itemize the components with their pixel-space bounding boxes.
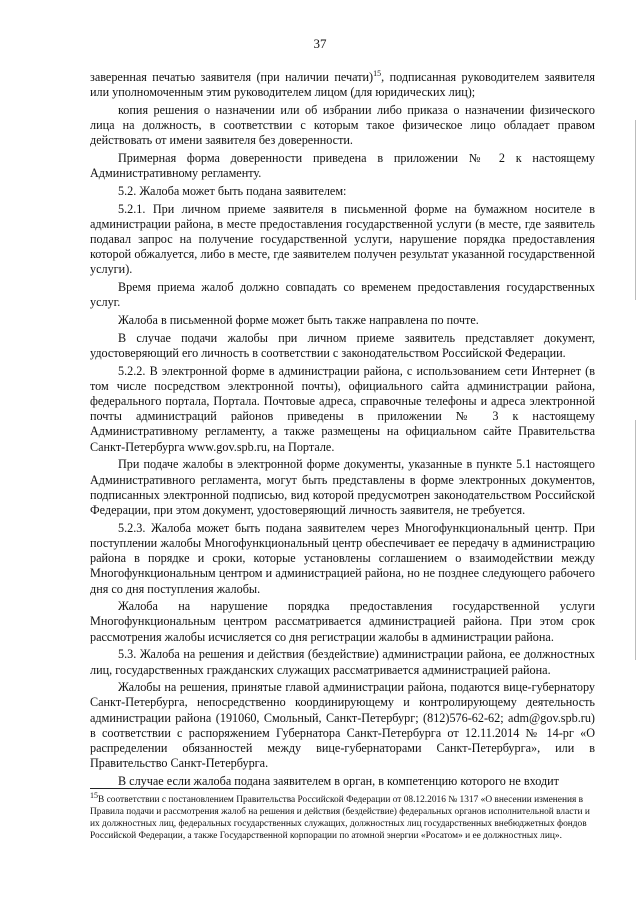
scan-edge-line: [635, 420, 636, 660]
paragraph: Жалоба на нарушение порядка предоставления государственной услуги Многофункциональным центром рассматривается администрацией района. При этом срок рассмотрения жалобы исчисляется со дня регистрации жалобы в администрации района.: [90, 599, 595, 644]
paragraph: 5.2.3. Жалоба может быть подана заявителем через Многофункциональный центр. При поступлении жалобы Многофункциональный центр обеспечивает ее передачу в администрацию района в порядке и сроки, которые установлены соглашением о взаимодействии между Многофункциональным центром и администрацией района, но не позднее следующего рабочего дня со дня поступления жалобы.: [90, 520, 595, 596]
paragraph: В случае если жалоба подана заявителем в орган, в компетенцию которого не входит: [118, 773, 559, 788]
paragraph: При подаче жалобы в электронной форме документы, указанные в пункте 5.1 настоящего Административного регламента, могут быть представлены в форме электронных документов, подписанных электронной подписью, вид которой предусмотрен законодательством Российской Федерации, при этом документ, удостоверяющий личность заявителя, не требуется.: [90, 457, 595, 517]
footnote-divider: [90, 788, 250, 789]
paragraph: Жалоба в письменной форме может быть также направлена по почте.: [118, 313, 479, 328]
paragraph: копия решения о назначении или об избрании либо приказа о назначении физического лица на должность, в соответствии с которым такое физическое лицо обладает правом действовать от имени заявителя без доверенности.: [90, 102, 595, 148]
body-text: [90, 70, 595, 792]
paragraph: [90, 70, 595, 100]
paragraph: 5.2. Жалоба может быть подана заявителем:: [118, 183, 347, 198]
paragraph: 5.3. Жалоба на решения и действия (бездействие) администрации района, ее должностных лиц, государственных гражданских служащих рассматривается администрацией района.: [90, 647, 595, 677]
paragraph: 5.2.1. При личном приеме заявителя в письменной форме на бумажном носителе в администрации района, в месте предоставления государственной услуги (в месте, где заявитель подавал запрос на получение государственной услуги, нарушение порядка предоставления которой обжалуется, либо в месте, где заявителем получен результат указанной государственной услуги).: [90, 201, 595, 277]
scan-edge-line: [635, 120, 636, 300]
footnote-mark: 15: [90, 790, 98, 800]
paragraph: В случае подачи жалобы при личном приеме заявитель представляет документ, удостоверяющий его личность в соответствии с законодательством Российской Федерации.: [90, 330, 595, 360]
paragraph-text-continued: , подписанная руководителем заявителя или уполномоченным этим руководителем лицом (для юридических лиц);: [90, 70, 595, 100]
paragraph: Жалобы на решения, принятые главой администрации района, подаются вице-губернатору Санкт-Петербурга, непосредственно координирующему и контролирующему деятельность администрации района (191060, Смольный, Санкт-Петербург; (812)576-62-62; adm@gov.spb.ru) в соответствии с распоряжением Губернатора Санкт-Петербурга от 12.11.2014 № 14-рг «О распределении обязанностей между вице-губернаторами Санкт-Петербурга», или в Правительство Санкт-Петербурга.: [90, 680, 595, 771]
footnote: [90, 790, 595, 842]
footnote-text: [90, 790, 595, 842]
paragraph: Примерная форма доверенности приведена в приложении № 2 к настоящему Административному регламенту.: [90, 151, 595, 181]
page-number: 37: [313, 36, 327, 51]
paragraph: 5.2.2. В электронной форме в администрации района, с использованием сети Интернет (в том числе посредством электронной почты), официального сайта администрации района, федерального портала, Портала. Почтовые адреса, справочные телефоны и адреса электронной почты администраций районов приведены в приложении № 3 к настоящему Административному регламенту, а также размещены на официальном сайте Правительства Санкт-Петербурга www.gov.spb.ru, на Портале.: [90, 363, 595, 454]
paragraph: Время приема жалоб должно совпадать со временем предоставления государственных услуг.: [90, 280, 595, 310]
footnote-body: В соответствии с постановлением Правительства Российской Федерации от 08.12.2016 № 1317 «О внесении изменения в Правила подачи и рассмотрения жалоб на решения и действия (бездействие) федеральных органов исполнительной власти и их должностных лиц, федеральных государственных служащих, должностных лиц государственных внебюджетных фондов Российской Федерации, а также Государственной корпорации по атомной энергии «Росатом» и ее должностных лиц».: [90, 795, 590, 841]
paragraph-text: заверенная печатью заявителя (при наличии печати): [90, 70, 374, 84]
footnote-reference: 15: [373, 68, 382, 78]
